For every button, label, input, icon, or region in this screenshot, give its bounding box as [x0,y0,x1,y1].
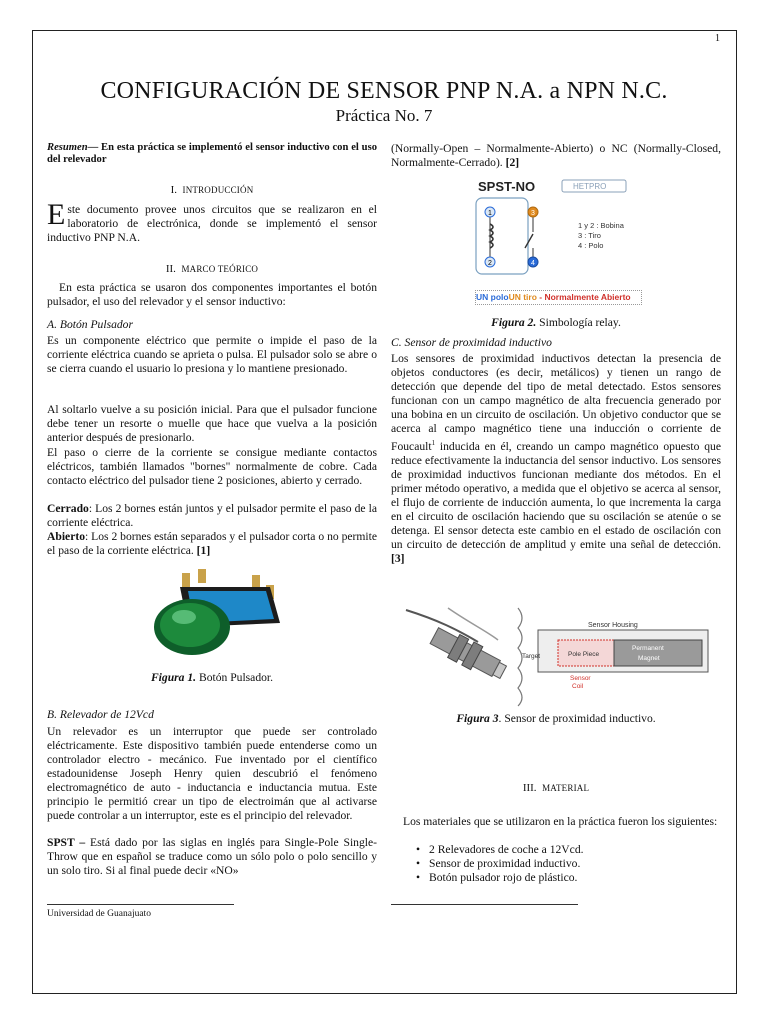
spst-label: SPST – [47,836,86,849]
figure-1-caption [47,671,377,684]
intro-paragraph [47,198,377,245]
push-button-figure [140,565,290,665]
figure-3-caption [391,712,721,725]
drop-cap: E [47,198,66,231]
section-title: MARCO TEÓRICO [181,264,259,274]
strip-un-tiro: UN tiro [508,292,537,302]
material-paragraph: Los materiales que se utilizaron en la práctica fueron los siguientes: [403,815,718,828]
paper-subtitle: Práctica No. 7 [335,106,433,125]
label-permanent: Permanent [632,645,664,652]
label-pole-piece: Pole Piece [568,651,600,658]
spst-text: Está dado por las siglas en inglés para Single-Pole Single-Throw que en español se traduce como un sólo polo o polo sencillo y un solo tiro. Si al final puede decir «NO» [47,836,378,877]
page-number: 1 [715,33,720,44]
footnote-rule-right [391,904,578,905]
pin-4-label: 4 [531,260,535,267]
boton-cerrado [47,502,377,530]
figure-3-text: . Sensor de proximidad inductivo. [498,712,656,725]
abierto-label: Abierto [47,530,85,543]
reference-1: [1] [196,544,211,557]
relay-symbol-figure [470,176,650,276]
sensor-cylinder [428,624,509,684]
sensor-text-b: inducida en él, creando un campo magnético opuesto que reduce efectivamente la inductancia del sensor inductivo. Los sensores de proximidad inductivos funcionan mediante dos métodos. En el primer método operativo, a medida que el objetivo se acerca al sensor, el flujo de corriente de inducción aumenta, lo que incrementa la carga en el circuito de oscilación haciendo que su oscilación se atenúe o se detenga. El sensor detecta este cambio en el estado de oscilación con un circuito de detección de amplitud y emite una señal de detección. [391,439,721,551]
relay-diagram-title: SPST-NO [478,179,536,194]
abstract-text: En esta práctica se implementó el sensor inductivo con el uso del relevador [47,142,377,165]
permanent-magnet [614,640,702,666]
inductive-sensor-figure [398,600,728,710]
strip-normalmente-abierto: - Normalmente Abierto [536,292,631,302]
pin-2-label: 2 [488,260,492,267]
label-sensor-housing: Sensor Housing [588,622,638,629]
figure-2-caption [391,316,721,329]
abstract [47,142,377,166]
intro-text: ste documento provee unos circuitos que se realizaron en el laboratorio de electrónica, donde se implementó el sensor inductivo PNP N.A. [47,203,377,244]
footnote-marker: 1 [431,439,436,447]
sensor-text-a: Los sensores de proximidad inductivos detectan la presencia de objetos conductores (es decir, metálicos) y tienen un rango de detección que depende del tipo de metal detectado. Estos sensores funcionan con un campo magnético de alta frecuencia generado por una bobina en un circuito de oscilación. Un objetivo conductor que se acerca al campo magnético tiene una inducción o corriente de Foucault [391,352,721,453]
boton-p3: El paso o cierre de la corriente se consigue mediante contactos eléctricos, también llamados "bornes" normalmente de cobre. Cada contacto eléctrico del pulsador tiene 2 posiciones, abierto y cerrado. [47,446,377,487]
sensor-cable [448,608,498,640]
footnote-rule [47,904,234,905]
list-item: • Botón pulsador rojo de plástico. [413,871,713,885]
label-target: Target [522,653,541,660]
section-heading-marco [47,263,377,275]
section-number: III. [522,782,537,794]
subsection-relevador: B. Relevador de 12Vcd [47,708,154,721]
boton-abierto [47,530,377,558]
reference-2: [2] [505,156,520,169]
section-heading-material [391,782,721,794]
hetpro-logo-text: HETPRO [573,182,607,191]
section-number: II. [165,263,176,275]
figure-1-label: Figura 1. [150,671,197,684]
legend-polo: 4 : Polo [578,241,604,250]
section-title: INTRODUCCIÓN [182,185,254,195]
paper-title: CONFIGURACIÓN DE SENSOR PNP N.A. a NPN N.C. [100,78,668,104]
right-top-text: (Normally-Open – Normalmente-Abierto) o NC (Normally-Closed, Normalmente-Cerrado). [391,142,721,169]
label-magnet: Magnet [638,655,660,662]
cerrado-label: Cerrado [47,502,89,515]
pin-3-label: 3 [531,210,535,217]
cerrado-text: : Los 2 bornes están juntos y el pulsador permite el paso de la corriente eléctrica. [47,502,377,529]
subsection-boton: A. Botón Pulsador [47,318,133,331]
legend-bobina: 1 y 2 : Bobina [578,221,624,230]
marco-paragraph: En esta práctica se usaron dos componentes importantes el botón pulsador, el uso del relevador y el sensor inductivo: [47,281,377,308]
terminal-pin [198,569,206,583]
button-cap [160,603,220,647]
material-list [413,843,713,885]
right-top-paragraph [391,142,721,170]
section-number: I. [170,184,177,196]
subsection-sensor: C. Sensor de proximidad inductivo [391,336,552,349]
button-highlight [172,610,196,624]
reference-3: [3] [391,551,405,565]
abstract-label: Resumen [47,142,88,153]
relevador-spst [47,836,377,878]
relay-box [476,198,528,274]
figure-1-text: Botón Pulsador. [196,671,274,684]
sensor-paragraph [391,352,721,566]
relevador-p1: Un relevador es un interruptor que puede ser controlado eléctricamente. Este dispositivo también puede entenderse como un controlador electro - mecánico. Fue inventado por el científico estadounidense Joseph Henry quien descubrió el fenómeno electromagnético de auto - inductancia e inductancia mutua. Este principio le permitió crear un tipo de electroimán que al activarse puede controlar a un interruptor, este es el principio del relevador. [47,725,377,822]
terminal-pin [252,575,260,589]
legend-tiro: 3 : Tiro [578,231,601,240]
figure-3-label: Figura 3 [456,712,499,725]
abierto-text: : Los 2 bornes están separados y el pulsador corta o no permite el paso de la corriente eléctrica. [47,530,377,557]
relay-type-strip [475,290,642,305]
list-item: • 2 Relevadores de coche a 12Vcd. [413,843,713,857]
section-title: MATERIAL [542,783,590,793]
strip-un-polo: UN polo [476,292,509,302]
boton-p2: Al soltarlo vuelve a su posición inicial. Para que el pulsador funcione debe tener un resorte o muelle que hace que vuelva a la posición anterior después de presionarlo. [47,403,377,444]
pin-1-label: 1 [488,210,492,217]
figure-2-text: Simbología relay. [536,316,621,329]
label-sensor: Sensor [570,675,591,682]
terminal-pin [182,573,190,587]
section-heading-intro [47,184,377,196]
footer-affiliation: Universidad de Guanajuato [47,909,151,919]
boton-p1: Es un componente eléctrico que permite o impide el paso de la corriente eléctrica cuando se aprieta o pulsa. El pulsador solo se abre o se cierra cuando el usuario lo presiona y lo mantiene presionado. [47,334,377,375]
abstract-dash: — [87,142,99,153]
list-item: • Sensor de proximidad inductivo. [413,857,713,871]
figure-2-label: Figura 2. [491,316,537,329]
label-coil: Coil [572,683,584,690]
